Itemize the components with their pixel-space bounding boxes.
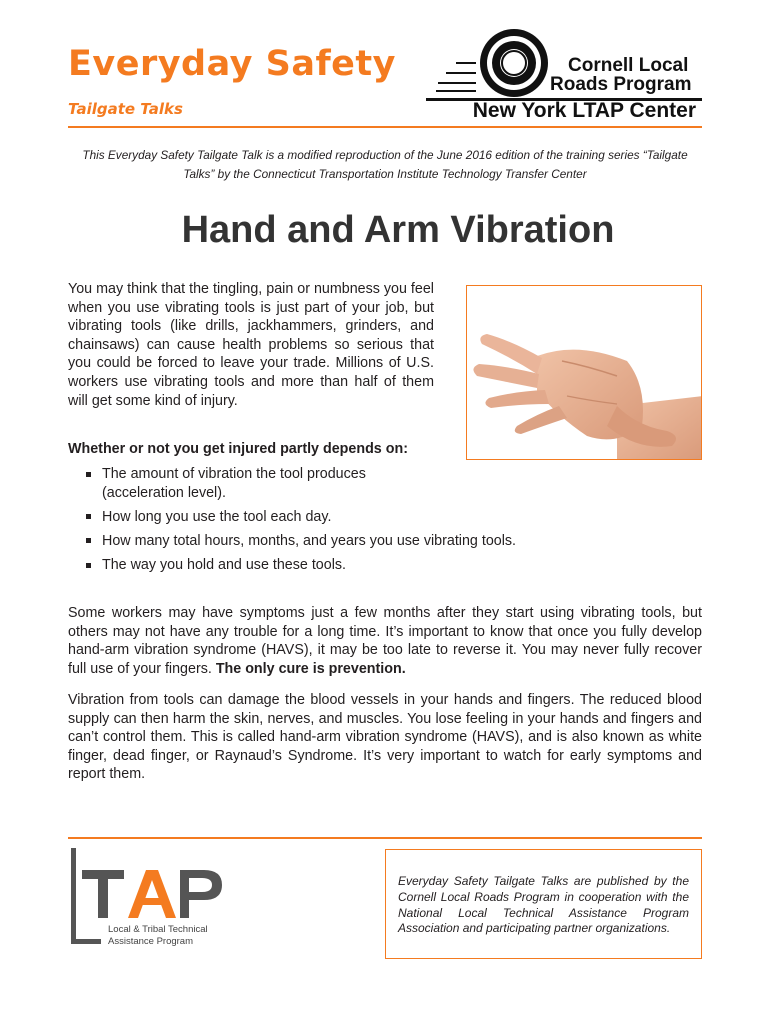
list-item: How long you use the tool each day. bbox=[82, 508, 702, 527]
bullet-icon bbox=[86, 472, 91, 477]
bullet-icon bbox=[86, 538, 91, 543]
bullet-icon bbox=[86, 563, 91, 568]
publisher-box bbox=[385, 849, 702, 959]
bullets-heading: Whether or not you get injured partly depends on: bbox=[68, 441, 408, 457]
logo-text-center: New York LTAP Center bbox=[426, 98, 702, 122]
list-item: How many total hours, months, and years you use vibrating tools. bbox=[82, 532, 702, 551]
page-title: Hand and Arm Vibration bbox=[181, 209, 615, 251]
wheel-logo-icon bbox=[478, 27, 550, 99]
intro-note: This Everyday Safety Tailgate Talk is a modified reproduction of the June 2016 edition of the training series “Tailgate Talks” by the Connecticut Transportation Institute Technology Transfer Center bbox=[82, 148, 688, 181]
header-divider bbox=[68, 126, 702, 128]
footer-divider bbox=[68, 837, 702, 839]
emphasis-prevention: The only cure is prevention. bbox=[215, 660, 406, 677]
paragraph-havs: Vibration from tools can damage the blood vessels in your hands and fingers. The reduced blood supply can then harm the skin, nerves, and muscles. You lose feeling in your hands and fingers and can’t control them. This is called hand-arm vibration syndrome (HAVS), and is also known as white finger, dead finger, or Raynaud’s Syndrome. It’s very important to watch for early symptoms and report them. bbox=[68, 692, 702, 783]
logo-text-roads: Roads Program bbox=[550, 74, 692, 95]
logo-text-cornell: Cornell Local bbox=[568, 55, 689, 76]
speed-lines-icon bbox=[436, 58, 480, 94]
list-item: The amount of vibration the tool produces (acceleration level). bbox=[82, 465, 702, 502]
bullet-icon bbox=[86, 514, 91, 519]
publisher-note: Everyday Safety Tailgate Talks are published by the Cornell Local Roads Program in cooperation with the National Local Technical Assistance Program Association and participating partner organizations. bbox=[398, 874, 689, 936]
series-subtitle: Tailgate Talks bbox=[68, 100, 183, 118]
hand-illustration bbox=[467, 286, 702, 460]
ltap-caption: Local & Tribal Technical Assistance Program bbox=[108, 924, 208, 947]
factor-list bbox=[82, 465, 702, 580]
paragraph-intro: You may think that the tingling, pain or numbness you feel when you use vibrating tools is just part of your job, but vibrating tools (like drills, jackhammers, grinders, and chainsaws) can cause health problems so serious that you could be forced to leave your trade. Millions of U.S. workers use vibrating tools and more than half of them will get some kind of injury. bbox=[68, 281, 434, 409]
series-title: Everyday Safety bbox=[68, 44, 396, 84]
hand-photo bbox=[466, 285, 702, 460]
list-item: The way you hold and use these tools. bbox=[82, 556, 702, 575]
paragraph-symptoms: Some workers may have symptoms just a few months after they start using vibrating tools, but others may not have any trouble for a long time. It’s important to know that once you fully develop hand-arm vibration syndrome (HAVS), it may be too late to reverse it. You may never fully recover full use of your fingers. The only cure is prevention. bbox=[68, 605, 702, 677]
